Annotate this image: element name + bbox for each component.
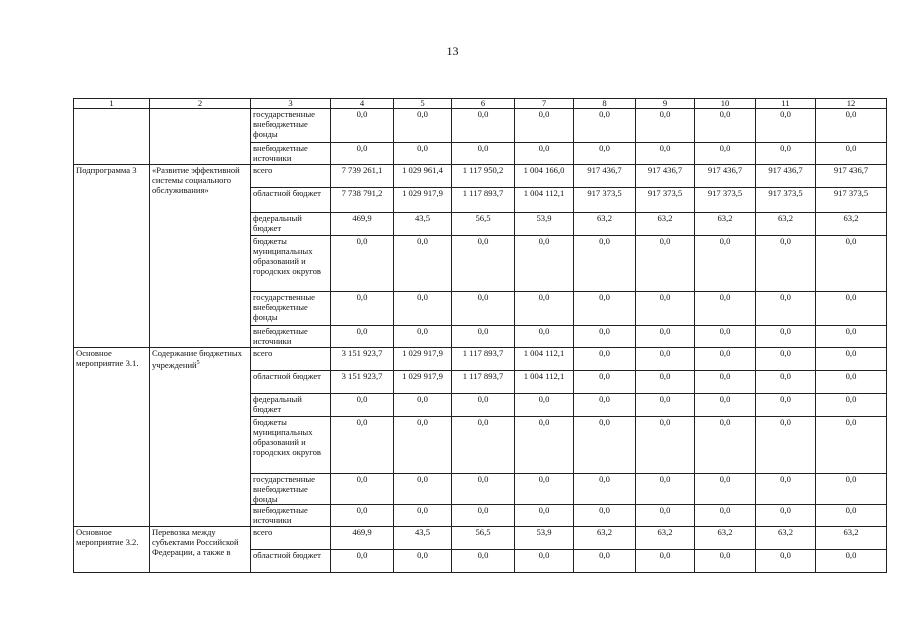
amount-cell: 0,0 (816, 326, 887, 348)
column-number: 5 (394, 99, 452, 109)
amount-cell: 0,0 (636, 474, 695, 505)
amount-cell: 63,2 (574, 527, 636, 550)
funding-source-cell: бюджеты муниципальных образований и городских округов (251, 236, 331, 292)
amount-cell: 0,0 (331, 292, 394, 326)
amount-cell: 0,0 (816, 550, 887, 573)
funding-source-cell: государственные внебюджетные фонды (251, 292, 331, 326)
column-number: 10 (695, 99, 756, 109)
amount-cell: 0,0 (331, 326, 394, 348)
amount-cell: 0,0 (452, 143, 515, 165)
amount-cell: 0,0 (452, 505, 515, 527)
funding-source-cell: областной бюджет (251, 371, 331, 394)
column-number: 3 (251, 99, 331, 109)
column-number: 12 (816, 99, 887, 109)
amount-cell: 1 117 950,2 (452, 165, 515, 188)
amount-cell: 1 004 166,0 (515, 165, 574, 188)
amount-cell: 0,0 (515, 109, 574, 143)
amount-cell: 1 117 893,7 (452, 188, 515, 213)
program-name-cell: Основное мероприятие 3.1. (74, 348, 150, 527)
amount-cell: 917 373,5 (695, 188, 756, 213)
amount-cell: 0,0 (574, 550, 636, 573)
amount-cell: 0,0 (331, 109, 394, 143)
funding-row-total (74, 348, 887, 371)
amount-cell: 63,2 (756, 213, 816, 236)
amount-cell: 0,0 (515, 236, 574, 292)
amount-cell: 0,0 (816, 371, 887, 394)
amount-cell: 0,0 (756, 417, 816, 474)
amount-cell: 1 004 112,1 (515, 371, 574, 394)
amount-cell: 0,0 (756, 348, 816, 371)
amount-cell: 0,0 (636, 326, 695, 348)
amount-cell: 0,0 (574, 326, 636, 348)
amount-cell: 63,2 (695, 527, 756, 550)
amount-cell: 0,0 (394, 292, 452, 326)
funding-source-cell: внебюджетные источники (251, 143, 331, 165)
amount-cell: 0,0 (695, 143, 756, 165)
amount-cell: 0,0 (816, 474, 887, 505)
funding-source-cell: федеральный бюджет (251, 213, 331, 236)
program-title-cell (150, 348, 251, 527)
amount-cell: 0,0 (515, 326, 574, 348)
amount-cell: 1 029 961,4 (394, 165, 452, 188)
amount-cell: 0,0 (452, 109, 515, 143)
amount-cell: 0,0 (394, 474, 452, 505)
amount-cell: 917 373,5 (574, 188, 636, 213)
funding-row-state-extrabudgetary-funds (74, 109, 887, 143)
amount-cell: 0,0 (331, 236, 394, 292)
column-number: 9 (636, 99, 695, 109)
amount-cell: 0,0 (452, 292, 515, 326)
program-title: Перевозка между субъектами Российской Федерации, а также в (152, 527, 239, 557)
funding-source-cell: внебюджетные источники (251, 505, 331, 527)
amount-cell: 0,0 (452, 394, 515, 417)
amount-cell: 917 436,7 (695, 165, 756, 188)
amount-cell: 0,0 (756, 292, 816, 326)
program-name-cell (74, 109, 150, 165)
amount-cell: 0,0 (756, 550, 816, 573)
amount-cell: 1 004 112,1 (515, 188, 574, 213)
amount-cell: 0,0 (394, 326, 452, 348)
amount-cell: 0,0 (816, 236, 887, 292)
column-number: 8 (574, 99, 636, 109)
amount-cell: 1 029 917,9 (394, 371, 452, 394)
amount-cell: 1 029 917,9 (394, 188, 452, 213)
amount-cell: 63,2 (695, 213, 756, 236)
amount-cell: 56,5 (452, 213, 515, 236)
amount-cell: 0,0 (695, 109, 756, 143)
funding-source-cell: всего (251, 165, 331, 188)
amount-cell: 0,0 (636, 550, 695, 573)
amount-cell: 63,2 (636, 213, 695, 236)
footnote-marker: 5 (196, 360, 200, 366)
column-number: 1 (74, 99, 150, 109)
funding-source-cell: областной бюджет (251, 188, 331, 213)
amount-cell: 0,0 (331, 143, 394, 165)
program-title-cell (150, 527, 251, 573)
amount-cell: 0,0 (452, 326, 515, 348)
amount-cell: 0,0 (816, 109, 887, 143)
amount-cell: 0,0 (574, 348, 636, 371)
amount-cell: 0,0 (695, 417, 756, 474)
amount-cell: 0,0 (695, 236, 756, 292)
amount-cell: 1 117 893,7 (452, 371, 515, 394)
amount-cell: 0,0 (331, 550, 394, 573)
amount-cell: 0,0 (636, 417, 695, 474)
amount-cell: 3 151 923,7 (331, 371, 394, 394)
column-number: 6 (452, 99, 515, 109)
budget-table (73, 98, 887, 573)
amount-cell: 0,0 (756, 474, 816, 505)
amount-cell: 0,0 (452, 550, 515, 573)
amount-cell: 0,0 (331, 505, 394, 527)
amount-cell: 0,0 (574, 474, 636, 505)
amount-cell: 0,0 (515, 474, 574, 505)
column-number: 2 (150, 99, 251, 109)
funding-source-cell: бюджеты муниципальных образований и городских округов (251, 417, 331, 474)
amount-cell: 0,0 (394, 236, 452, 292)
amount-cell: 63,2 (756, 527, 816, 550)
amount-cell: 0,0 (695, 505, 756, 527)
amount-cell: 0,0 (816, 292, 887, 326)
amount-cell: 3 151 923,7 (331, 348, 394, 371)
amount-cell: 0,0 (394, 109, 452, 143)
amount-cell: 917 436,7 (756, 165, 816, 188)
amount-cell: 917 373,5 (756, 188, 816, 213)
amount-cell: 0,0 (816, 417, 887, 474)
amount-cell: 0,0 (636, 505, 695, 527)
amount-cell: 0,0 (756, 371, 816, 394)
amount-cell: 0,0 (574, 371, 636, 394)
amount-cell: 917 436,7 (816, 165, 887, 188)
program-title: Содержание бюджетных учреждений (152, 348, 242, 370)
funding-source-cell: внебюджетные источники (251, 326, 331, 348)
amount-cell: 0,0 (695, 371, 756, 394)
amount-cell: 0,0 (816, 143, 887, 165)
amount-cell: 0,0 (756, 326, 816, 348)
amount-cell: 469,9 (331, 527, 394, 550)
amount-cell: 63,2 (636, 527, 695, 550)
column-number: 11 (756, 99, 816, 109)
amount-cell: 53,9 (515, 527, 574, 550)
amount-cell: 917 436,7 (574, 165, 636, 188)
amount-cell: 0,0 (695, 550, 756, 573)
amount-cell: 0,0 (574, 394, 636, 417)
amount-cell: 0,0 (394, 394, 452, 417)
column-number: 4 (331, 99, 394, 109)
amount-cell: 63,2 (816, 527, 887, 550)
amount-cell: 0,0 (695, 474, 756, 505)
amount-cell: 0,0 (515, 417, 574, 474)
amount-cell: 0,0 (394, 417, 452, 474)
program-title: «Развитие эффективной системы социального обслуживания» (152, 165, 240, 195)
amount-cell: 0,0 (515, 143, 574, 165)
amount-cell: 0,0 (515, 550, 574, 573)
amount-cell: 0,0 (636, 348, 695, 371)
amount-cell: 0,0 (816, 394, 887, 417)
amount-cell: 0,0 (515, 292, 574, 326)
funding-row-total (74, 165, 887, 188)
amount-cell: 0,0 (695, 348, 756, 371)
amount-cell: 1 029 917,9 (394, 348, 452, 371)
funding-source-cell: государственные внебюджетные фонды (251, 109, 331, 143)
amount-cell: 0,0 (331, 394, 394, 417)
program-name-cell: Основное мероприятие 3.2. (74, 527, 150, 573)
funding-source-cell: всего (251, 348, 331, 371)
amount-cell: 0,0 (636, 236, 695, 292)
amount-cell: 0,0 (816, 505, 887, 527)
amount-cell: 0,0 (394, 505, 452, 527)
amount-cell: 0,0 (756, 236, 816, 292)
amount-cell: 0,0 (636, 292, 695, 326)
amount-cell: 0,0 (756, 109, 816, 143)
amount-cell: 0,0 (695, 326, 756, 348)
amount-cell: 0,0 (816, 348, 887, 371)
funding-source-cell: федеральный бюджет (251, 394, 331, 417)
amount-cell: 917 373,5 (816, 188, 887, 213)
amount-cell: 0,0 (574, 236, 636, 292)
amount-cell: 0,0 (452, 474, 515, 505)
amount-cell: 7 738 791,2 (331, 188, 394, 213)
funding-source-cell: государственные внебюджетные фонды (251, 474, 331, 505)
amount-cell: 53,9 (515, 213, 574, 236)
program-title-cell (150, 165, 251, 348)
column-number-row (74, 99, 887, 109)
amount-cell: 0,0 (515, 394, 574, 417)
amount-cell: 0,0 (636, 394, 695, 417)
amount-cell: 43,5 (394, 527, 452, 550)
amount-cell: 0,0 (636, 143, 695, 165)
amount-cell: 0,0 (695, 292, 756, 326)
program-title-cell (150, 109, 251, 165)
amount-cell: 0,0 (574, 417, 636, 474)
amount-cell: 0,0 (636, 371, 695, 394)
amount-cell: 0,0 (574, 109, 636, 143)
page-number: 13 (446, 44, 459, 58)
amount-cell: 1 117 893,7 (452, 348, 515, 371)
amount-cell: 0,0 (574, 505, 636, 527)
amount-cell: 0,0 (394, 550, 452, 573)
amount-cell: 917 436,7 (636, 165, 695, 188)
amount-cell: 469,9 (331, 213, 394, 236)
amount-cell: 0,0 (331, 417, 394, 474)
amount-cell: 0,0 (331, 474, 394, 505)
amount-cell: 0,0 (636, 109, 695, 143)
amount-cell: 0,0 (574, 292, 636, 326)
amount-cell: 56,5 (452, 527, 515, 550)
amount-cell: 63,2 (816, 213, 887, 236)
amount-cell: 0,0 (515, 505, 574, 527)
column-number: 7 (515, 99, 574, 109)
amount-cell: 0,0 (452, 236, 515, 292)
amount-cell: 0,0 (394, 143, 452, 165)
funding-row-total (74, 527, 887, 550)
amount-cell: 1 004 112,1 (515, 348, 574, 371)
amount-cell: 917 373,5 (636, 188, 695, 213)
funding-source-cell: всего (251, 527, 331, 550)
funding-source-cell: областной бюджет (251, 550, 331, 573)
amount-cell: 0,0 (695, 394, 756, 417)
amount-cell: 63,2 (574, 213, 636, 236)
amount-cell: 0,0 (574, 143, 636, 165)
amount-cell: 0,0 (756, 143, 816, 165)
amount-cell: 0,0 (756, 505, 816, 527)
program-name-cell: Подпрограмма 3 (74, 165, 150, 348)
amount-cell: 0,0 (452, 417, 515, 474)
amount-cell: 7 739 261,1 (331, 165, 394, 188)
amount-cell: 0,0 (756, 394, 816, 417)
amount-cell: 43,5 (394, 213, 452, 236)
